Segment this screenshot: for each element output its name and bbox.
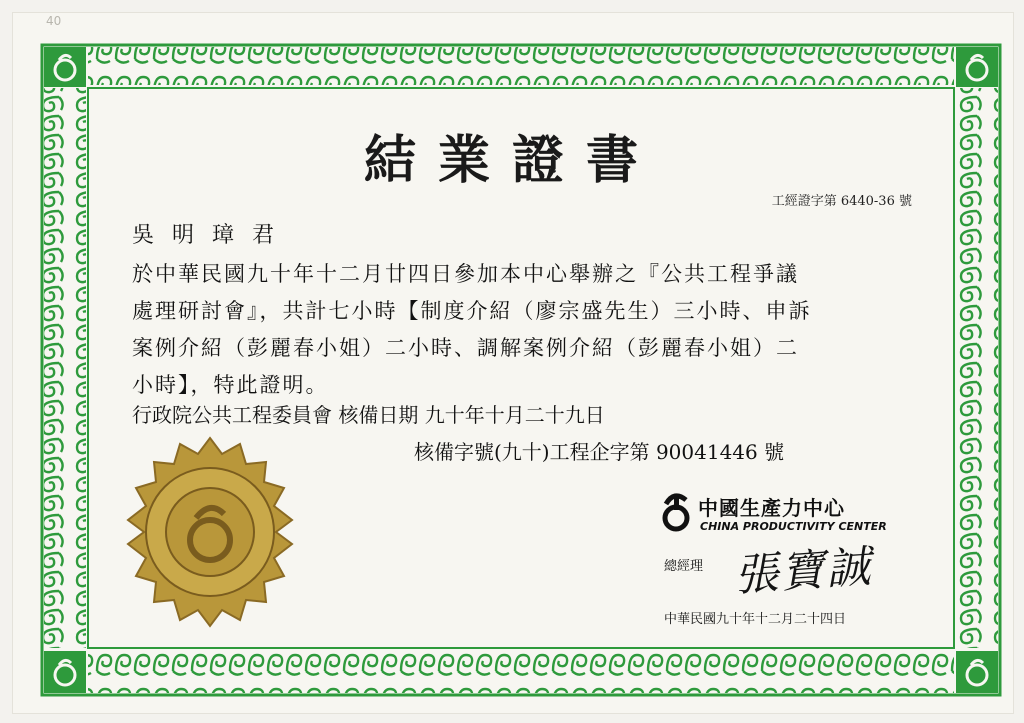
signatory-title: 總經理	[664, 559, 704, 574]
signature: 張寶誠	[732, 541, 874, 602]
cpc-logo-icon	[658, 490, 698, 534]
issue-date: 中華民國九十年十二月二十四日	[664, 612, 847, 627]
certificate-title: 結業證書	[363, 130, 660, 191]
gold-seal	[110, 432, 310, 632]
issuer-name-en: CHINA PRODUCTIVITY CENTER	[700, 520, 887, 533]
issuer-name: 中國生產力中心	[698, 496, 845, 520]
recipient-name: 吳明璋君	[132, 223, 293, 248]
approval-number: 核備字號(九十)工程企字第 90041446 號	[414, 440, 785, 464]
approval-line: 行政院公共工程委員會 核備日期 九十年十月二十九日	[132, 403, 605, 427]
body-line: 小時】，特此證明。	[132, 373, 329, 397]
issuer-block	[658, 490, 887, 538]
certificate-number: 工經證字第 6440-36 號	[771, 194, 912, 209]
body-line: 案例介紹（彭麗春小姐）二小時、調解案例介紹（彭麗春小姐）二	[132, 336, 799, 360]
body-line: 於中華民國九十年十二月廿四日參加本中心舉辦之『公共工程爭議	[132, 262, 799, 286]
body-line: 處理研討會』，共計七小時【制度介紹（廖宗盛先生）三小時、申訴	[132, 299, 812, 323]
corner-emblem-icon	[44, 47, 86, 87]
certificate-body	[132, 256, 922, 404]
pencil-mark: 40	[46, 14, 62, 28]
